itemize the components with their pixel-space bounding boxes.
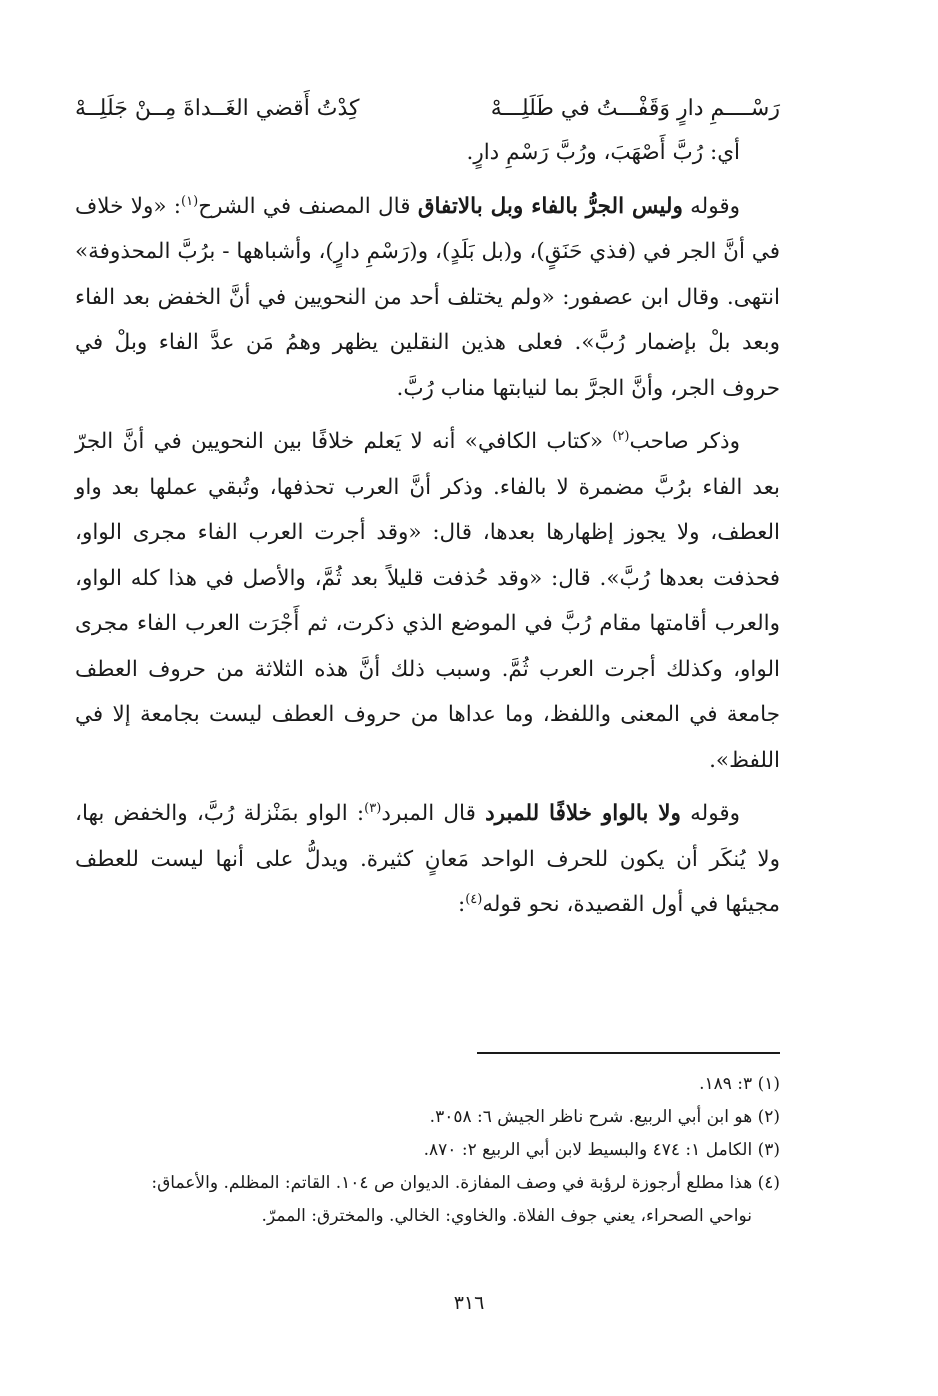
verse-hemistich-left: كِدْتُ أَقضي الغَــداةَ مِــنْ جَلَلِــهْ [75, 96, 360, 121]
footnote-3 [70, 1134, 780, 1167]
p3-rest: : الواو بمَنْزلة رُبَّ، والخفض بها، ولا يُنكَر أن يكون للحرف الواحد مَعانٍ كثيرة. ويدلُّ على أنها ليست للعطف مجيئها في أول القصيدة، نحو قوله [75, 801, 780, 917]
p3-intro: وقوله [680, 801, 740, 826]
footnote-text: ٣: ١٨٩. [699, 1074, 753, 1094]
footnote-divider [477, 1052, 780, 1054]
p2-rest: «كتاب الكافي» أنه لا يَعلم خلافًا بين النحويين في أنَّ الجرّ بعد الفاء برُبَّ مضمرة لا بالفاء. وذكر أنَّ العرب تحذفها، وتُبقي عملها بعد واو العطف، ولا يجوز إظهارها بعدها، قال: «وقد أجرت العرب الفاء مجرى الواو، فحذفت بعدها رُبَّ». قال: «وقد حُذفت قليلاً بعد ثُمَّ، والأصل في هذا كله الواو، والعرب أقامتها مقام رُبَّ في الموضع الذي ذكرت، ثم أَجْرَت العرب الفاء مجرى الواو، وكذلك أجرت العرب ثُمَّ. وسبب ذلك أنَّ هذه الثلاثة من حروف العطف جامعة في المعنى واللفظ، وما عداها من حروف العطف ليست بجامعة إلا في اللفظ». [75, 429, 780, 773]
verse-hemistich-right: رَسْــــمِ دارٍ وَقَفْـــتُ في طَلَلِـــهْ [490, 96, 780, 121]
page-number: ٣١٦ [453, 1292, 485, 1314]
p1-mid: قال المصنف في الشرح [198, 193, 418, 219]
p3-end: : [457, 892, 466, 917]
footnote-number: (٢) [757, 1107, 780, 1127]
footnote-ref-3: (٣) [364, 800, 382, 816]
footnote-number: (٣) [757, 1140, 780, 1160]
p3-bold-phrase: ولا بالواو خلافًا للمبرد [485, 801, 681, 826]
footnote-text: هذا مطلع أرجوزة لرؤبة في وصف المفازة. الديوان ص ١٠٤. القاتم: المظلم. والأعماق: [151, 1173, 753, 1193]
paragraph-3 [75, 791, 780, 928]
footnote-text-continued: نواحي الصحراء، يعني جوف الفلاة. والخاوي: الخالي. والمخترق: الممرّ. [261, 1206, 752, 1226]
footnote-4 [70, 1167, 780, 1233]
verse-gloss: أي: رُبَّ أَصْهَبَ، ورُبَّ رَسْمِ دارٍ. [466, 140, 740, 165]
paragraph-2 [75, 419, 780, 783]
footnote-1 [70, 1068, 780, 1101]
footnote-ref-2: (٢) [612, 428, 630, 444]
p2-intro: وذكر صاحب [629, 429, 740, 454]
footnote-text: الكامل ١: ٤٧٤ والبسيط لابن أبي الربيع ٢: ٨٧٠. [423, 1140, 753, 1160]
main-text [75, 88, 780, 928]
footnote-2 [70, 1101, 780, 1134]
footnotes [70, 1068, 780, 1233]
p1-rest: : «ولا خلاف في أنَّ الجر في (فذي حَنَقٍ)، و(بل بَلَدٍ)، و(رَسْمِ دارٍ)، وأشباهها - برُبَّ المحذوفة» انتهى. وقال ابن عصفور: «ولم يختلف أحد من النحويين في أنَّ الخفض بعد الفاء وبعد بلْ بإضمار رُبَّ». فعلى هذين النقلين يظهر وهمُ مَن عدَّ الفاء وبلْ في حروف الجر، وأنَّ الجرَّ بما لنيابتها مناب رُبَّ. [75, 193, 780, 401]
footnote-text: هو ابن أبي الربيع. شرح ناظر الجيش ٦: ٣٠٥٨. [429, 1107, 753, 1127]
footnote-number: (١) [757, 1074, 780, 1094]
p1-bold-phrase: وليس الجرُّ بالفاء وبل بالاتفاق [417, 193, 683, 219]
p3-mid: قال المبرد [381, 801, 486, 826]
footnote-ref-4: (٤) [465, 891, 483, 907]
p1-intro: وقوله [682, 193, 740, 219]
verse-line [75, 88, 780, 130]
paragraph-1 [75, 184, 780, 412]
footnote-number: (٤) [757, 1173, 780, 1193]
footnote-ref-1: (١) [181, 193, 199, 209]
